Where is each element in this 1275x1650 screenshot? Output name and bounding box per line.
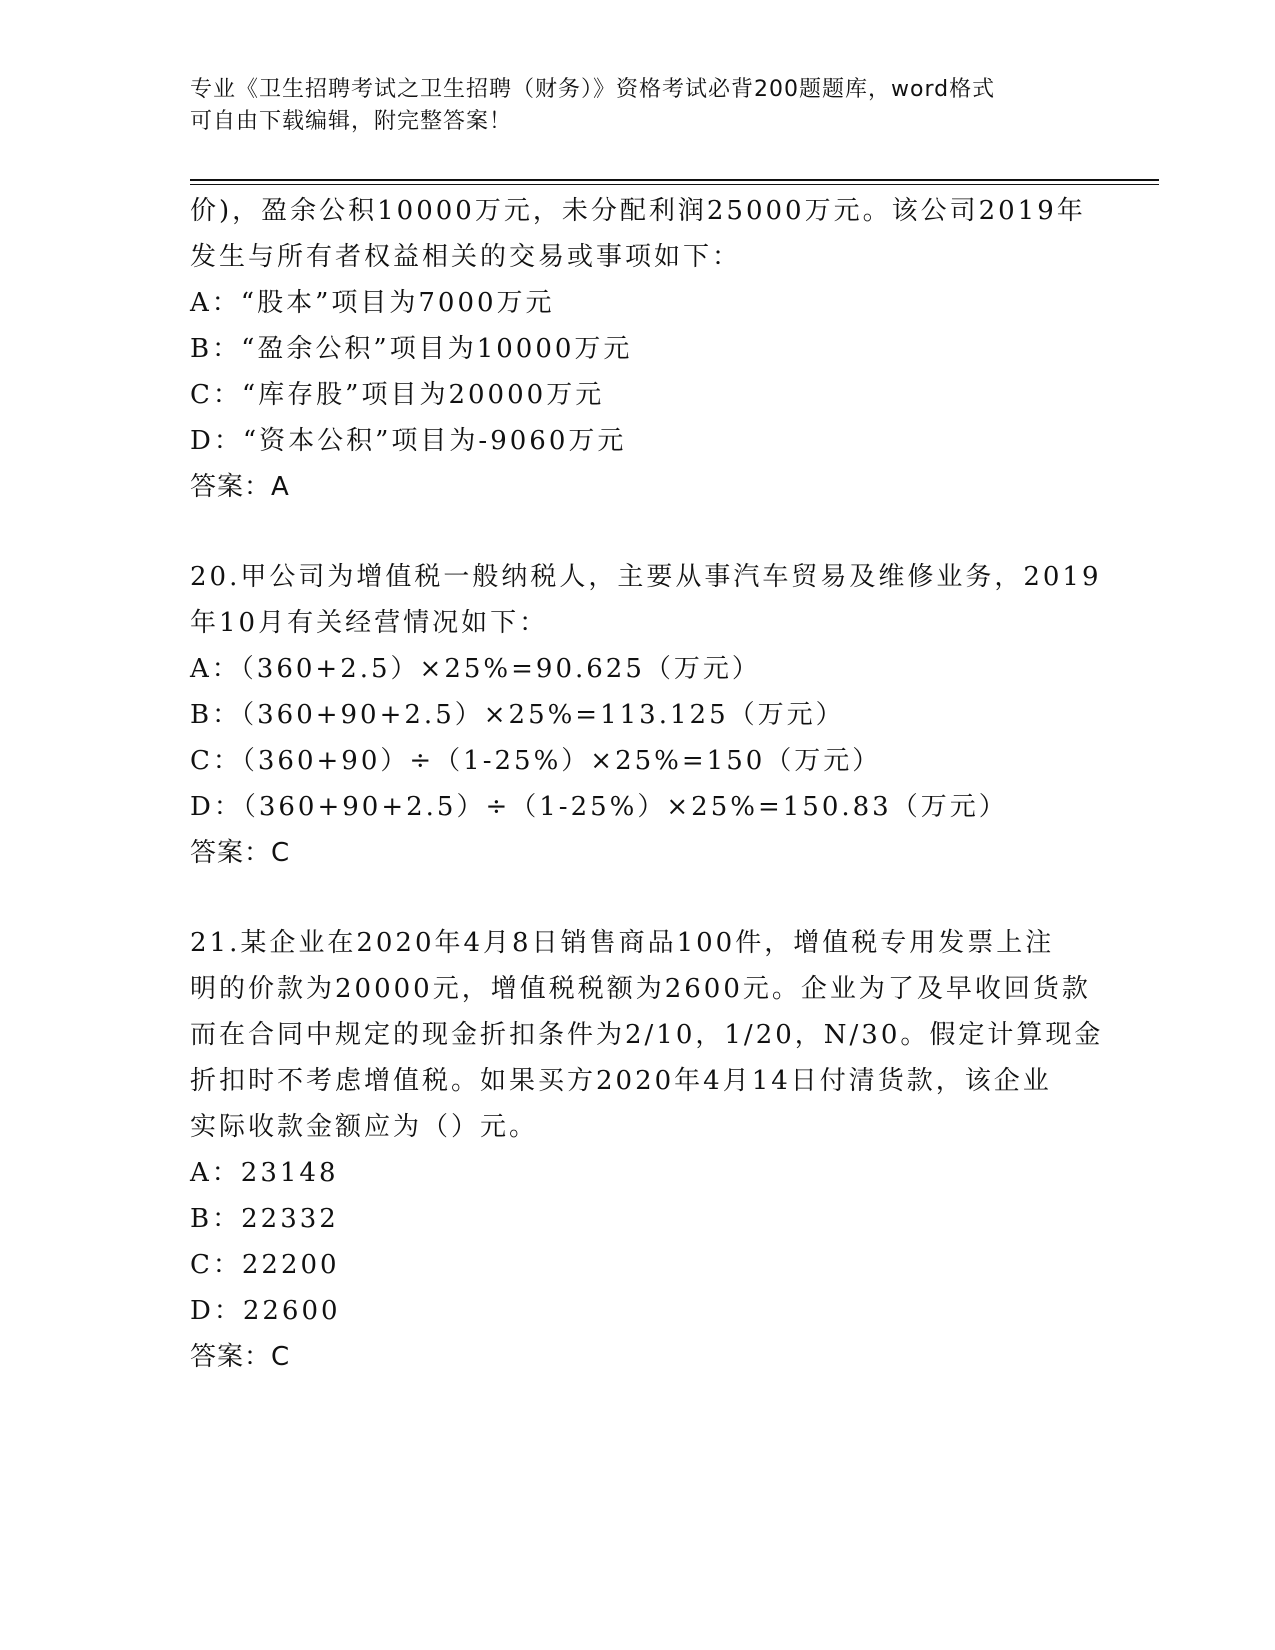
answer-line: 答案：C xyxy=(190,838,291,868)
question-spacer xyxy=(190,876,1090,920)
option-b: B：22332 xyxy=(190,1204,339,1234)
option-d: D：（360+90+2.5）÷（1-25%）×25%=150.83（万元） xyxy=(190,792,1008,822)
header-divider-thin xyxy=(190,184,1159,185)
question-spacer xyxy=(190,510,1090,554)
question-19 xyxy=(190,188,1090,510)
question-stem-line: 而在合同中规定的现金折扣条件为2/10，1/20，N/30。假定计算现金 xyxy=(190,1020,1104,1050)
question-stem-line: 实际收款金额应为（）元。 xyxy=(190,1112,539,1142)
option-a: A：“股本”项目为7000万元 xyxy=(190,288,555,318)
question-stem-line: 年10月有关经营情况如下： xyxy=(190,608,549,638)
question-stem-line: 价)，盈余公积10000万元，未分配利润25000万元。该公司2019年 xyxy=(190,196,1086,226)
question-20 xyxy=(190,554,1102,876)
question-list xyxy=(190,188,1104,1380)
option-c: C：（360+90）÷（1-25%）×25%=150（万元） xyxy=(190,746,882,776)
option-a: A：23148 xyxy=(190,1158,339,1188)
question-stem-line: 发生与所有者权益相关的交易或事项如下： xyxy=(190,242,742,272)
option-a: A：（360+2.5）×25%=90.625（万元） xyxy=(190,654,761,684)
option-d: D：22600 xyxy=(190,1296,341,1326)
header-title-line-1: 专业《卫生招聘考试之卫生招聘（财务）》资格考试必背200题题库，word格式 xyxy=(190,77,996,102)
question-stem-line: 20.甲公司为增值税一般纳税人，主要从事汽车贸易及维修业务，2019 xyxy=(190,562,1102,592)
document-header xyxy=(190,74,1070,138)
option-d: D：“资本公积”项目为-9060万元 xyxy=(190,426,627,456)
question-stem-line: 折扣时不考虑增值税。如果买方2020年4月14日付清货款，该企业 xyxy=(190,1066,1052,1096)
answer-line: 答案：A xyxy=(190,472,290,502)
option-b: B：“盈余公积”项目为10000万元 xyxy=(190,334,633,364)
question-stem-line: 21.某企业在2020年4月8日销售商品100件，增值税专用发票上注 xyxy=(190,928,1055,958)
question-stem-line: 明的价款为20000元，增值税税额为2600元。企业为了及早收回货款 xyxy=(190,974,1091,1004)
option-c: C：22200 xyxy=(190,1250,340,1280)
question-21 xyxy=(190,920,1104,1380)
answer-line: 答案：C xyxy=(190,1342,291,1372)
header-title-line-2: 可自由下载编辑，附完整答案！ xyxy=(190,109,513,134)
option-c: C：“库存股”项目为20000万元 xyxy=(190,380,605,410)
option-b: B：（360+90+2.5）×25%=113.125（万元） xyxy=(190,700,845,730)
header-divider-thick xyxy=(190,179,1159,181)
